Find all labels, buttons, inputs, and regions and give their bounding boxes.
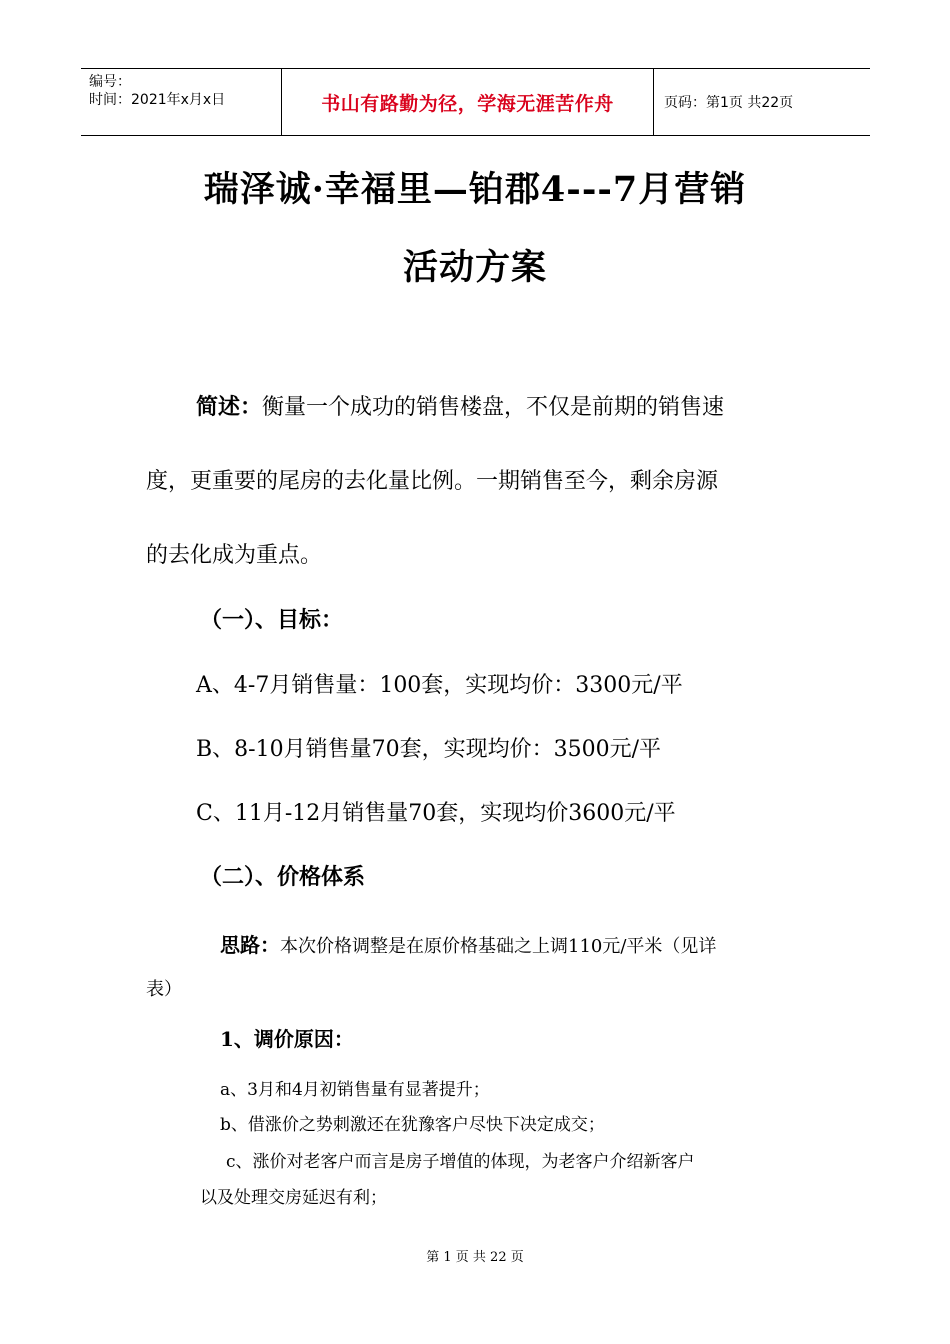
- reason-item-c-continued: 以及处理交房延迟有利；: [200, 1188, 387, 1208]
- section1-heading: （一）、目标：: [200, 607, 344, 633]
- page-footer: 第 1 页 共 22 页: [426, 1250, 524, 1265]
- idea-text-2: 表）: [146, 979, 182, 1000]
- document-number-label: 编号：: [89, 74, 131, 90]
- reason-item-a: a、3月和4月初销售量有显著提升；: [220, 1080, 490, 1100]
- header-page-cell: [654, 69, 870, 135]
- target-item-a: A、4-7月销售量：100套，实现均价：3300元/平: [196, 673, 683, 698]
- idea-label: 思路：: [220, 933, 280, 957]
- summary-text-1: 衡量一个成功的销售楼盘，不仅是前期的销售速: [262, 395, 725, 420]
- summary-paragraph-line1: [196, 390, 724, 421]
- summary-label: 简述：: [196, 394, 263, 420]
- summary-text-3: 的去化成为重点。: [146, 543, 323, 568]
- header-motto: 书山有路勤为径，学海无涯苦作舟: [321, 92, 614, 115]
- target-item-c: C、11月-12月销售量70套，实现均价3600元/平: [196, 801, 676, 826]
- header-page-info: 页码：第1页 共22页: [664, 95, 794, 111]
- header-table: [81, 68, 870, 136]
- document-title-line2: 活动方案: [402, 247, 547, 288]
- reason-item-c: c、涨价对老客户而言是房子增值的体现，为老客户介绍新客户: [226, 1152, 695, 1172]
- header-motto-cell: [282, 69, 654, 135]
- idea-text-1: 本次价格调整是在原价格基础之上调110元/平米（见详: [280, 936, 717, 957]
- idea-paragraph-line1: [220, 929, 716, 958]
- reason-item-b: b、借涨价之势刺激还在犹豫客户尽快下决定成交；: [220, 1115, 605, 1135]
- document-time-label: 时间：2021年x月x日: [89, 92, 226, 108]
- header-meta-cell: [81, 69, 282, 135]
- reasons-heading: 1、调价原因：: [220, 1027, 354, 1051]
- section2-heading: （二）、价格体系: [200, 864, 366, 890]
- document-title-line1: 瑞泽诚·幸福里—铂郡4---7月营销: [203, 169, 747, 210]
- target-item-b: B、8-10月销售量70套，实现均价：3500元/平: [196, 737, 661, 762]
- summary-text-2: 度，更重要的尾房的去化量比例。一期销售至今，剩余房源: [146, 469, 719, 494]
